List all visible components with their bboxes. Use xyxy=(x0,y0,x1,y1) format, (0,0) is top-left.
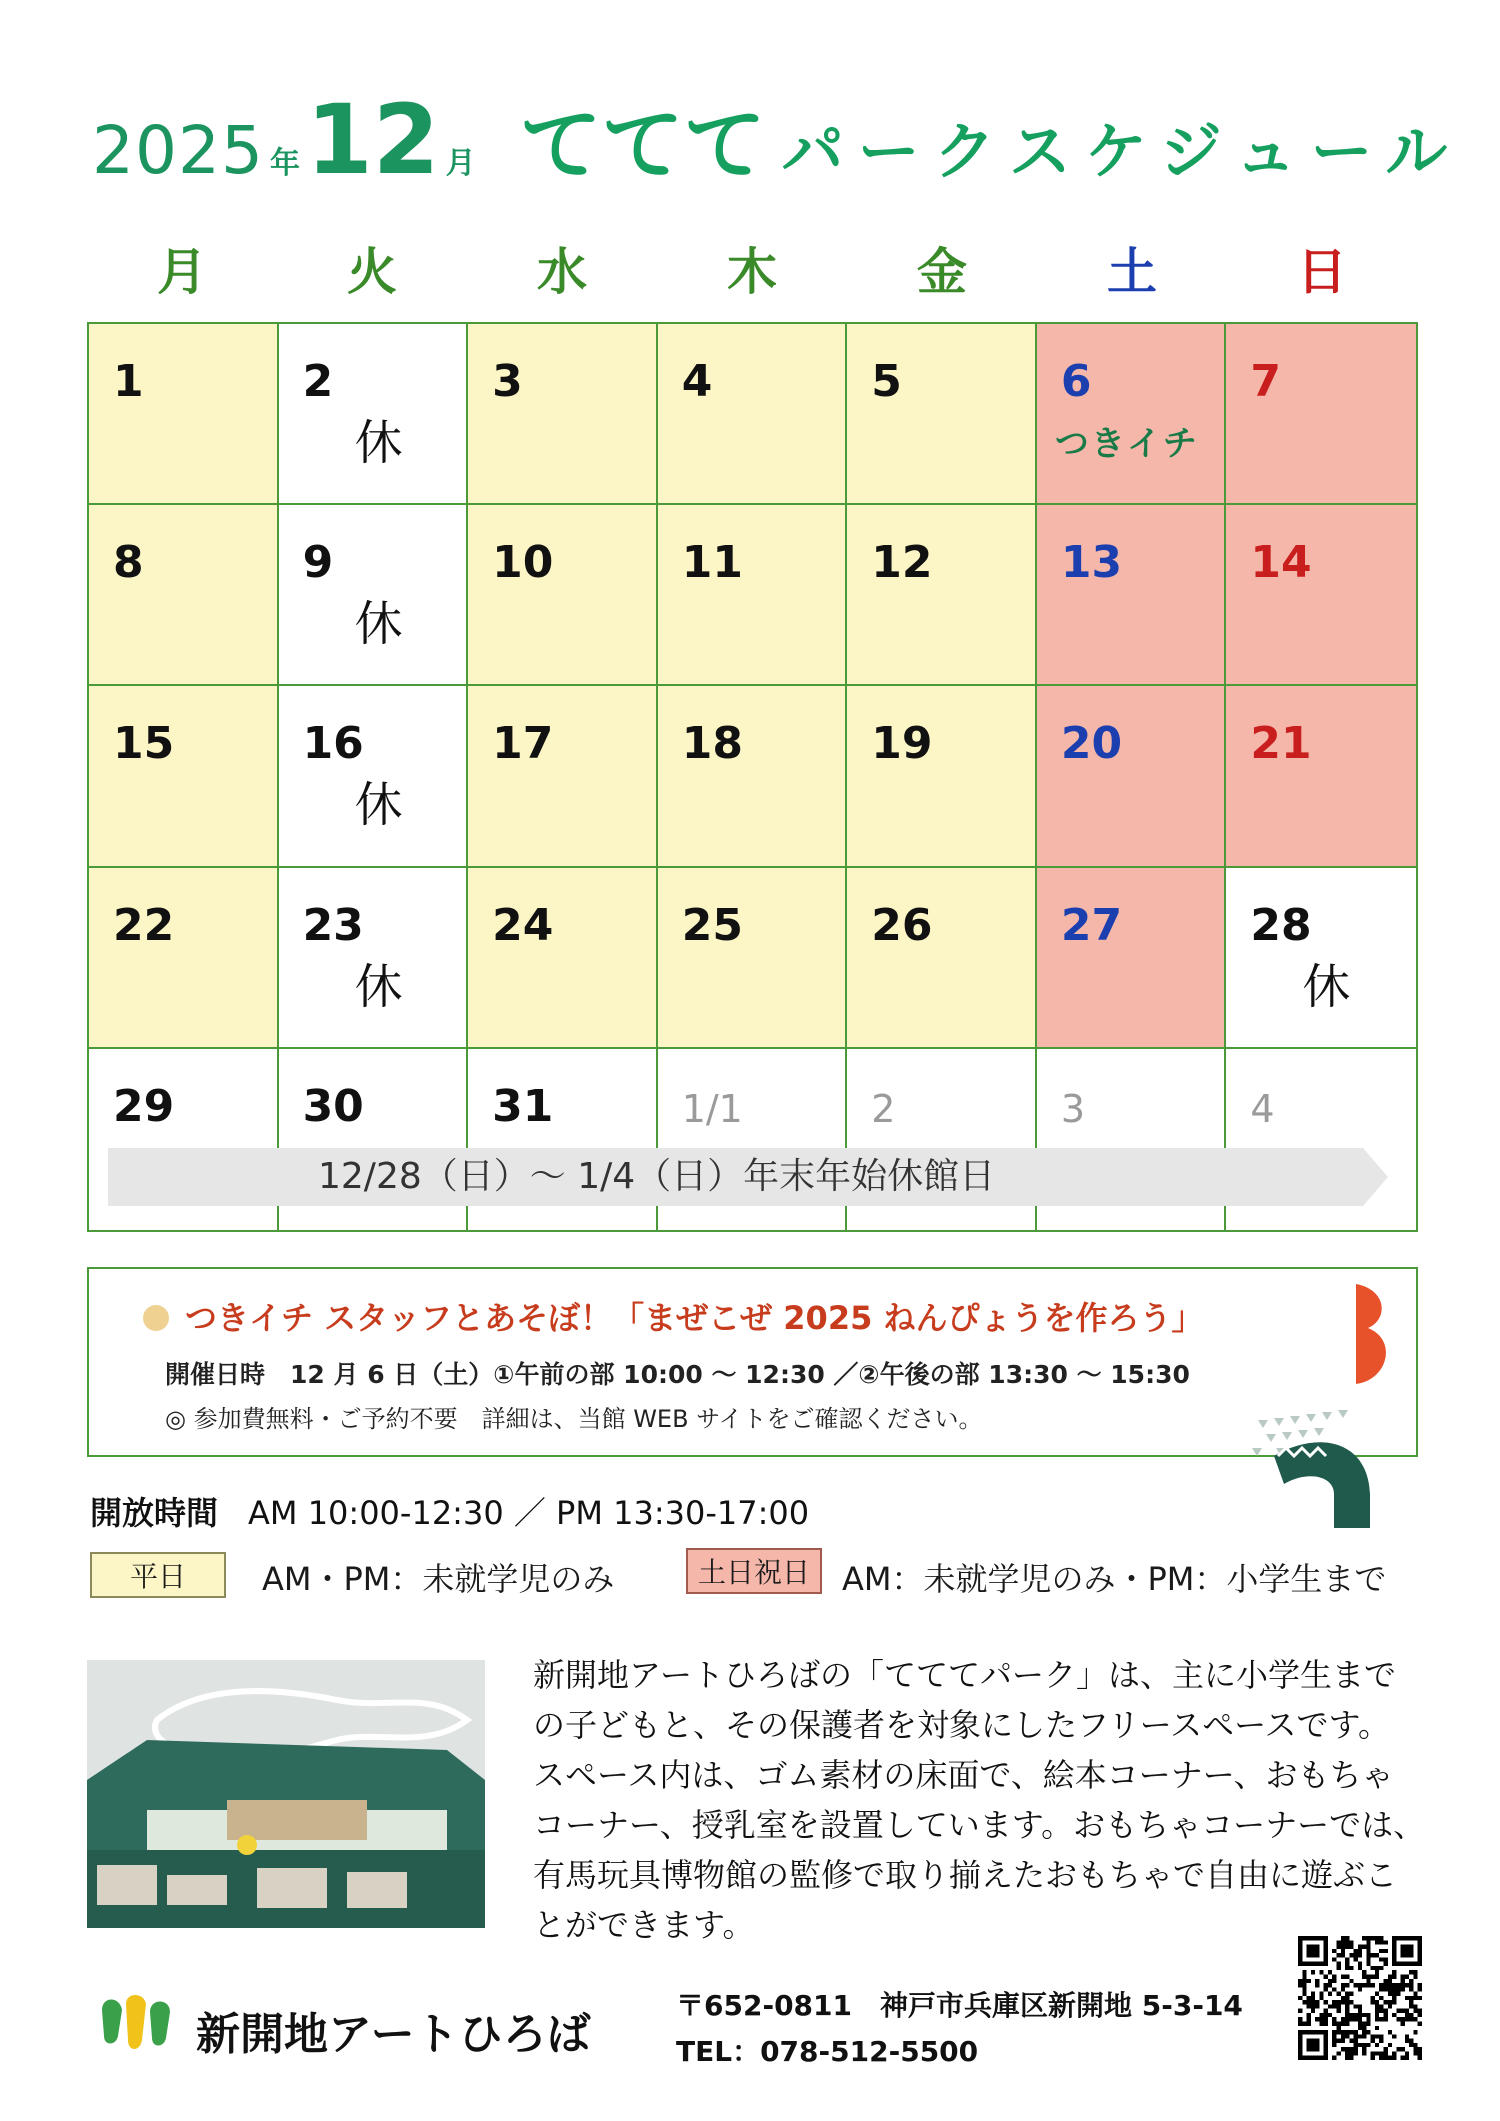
day-number: 13 xyxy=(1060,537,1123,589)
calendar-day-cell xyxy=(1226,505,1416,686)
calendar-day-cell xyxy=(847,324,1037,505)
calendar-day-cell xyxy=(1037,686,1227,867)
day-number: 28 xyxy=(1250,899,1312,951)
org-logo-icon xyxy=(96,1990,176,2056)
day-number: 1/1 xyxy=(681,1086,743,1131)
description-line: スペース内は、ゴム素材の床面で、絵本コーナー、おもちゃ xyxy=(533,1756,1394,1794)
description-line: の子どもと、その保護者を対象にしたフリースペースです。 xyxy=(533,1706,1390,1744)
closed-mark: 休 xyxy=(354,958,403,1015)
day-number: 8 xyxy=(113,537,144,589)
event-note: ◎ 参加費無料・ご予約不要 詳細は、当館 WEB サイトをご確認ください。 xyxy=(165,1405,983,1433)
weekday-thu: 木 xyxy=(727,243,777,301)
calendar-day-cell xyxy=(1037,505,1227,686)
day-number: 14 xyxy=(1250,537,1312,589)
calendar-day-cell xyxy=(279,868,469,1049)
day-number: 3 xyxy=(492,356,523,407)
event-headline: つきイチ スタッフとあそぼ！「まぜこぜ 2025 ねんぴょうを作ろう」 xyxy=(185,1299,1204,1337)
weekday-mon: 月 xyxy=(157,243,207,301)
legend-weekend: 土日祝日 xyxy=(686,1548,822,1594)
day-number: 1 xyxy=(113,356,144,407)
park-photo xyxy=(87,1660,485,1928)
calendar-day-cell xyxy=(658,686,848,867)
calendar-day-cell xyxy=(658,868,848,1049)
day-number: 3 xyxy=(1060,1086,1086,1131)
description-line: コーナー、授乳室を設置しています。おもちゃコーナーでは、 xyxy=(533,1806,1426,1844)
day-number: 25 xyxy=(681,899,743,951)
day-number: 31 xyxy=(492,1080,554,1132)
holiday-banner-text: 12/28（日）～ 1/4（日）年末年始休館日 xyxy=(318,1156,996,1197)
weekday-tue: 火 xyxy=(347,243,397,301)
event-info-box xyxy=(87,1267,1418,1457)
decorative-shapes-icon xyxy=(1238,1280,1408,1530)
park-description xyxy=(533,1650,1463,1950)
hours-value: AM 10:00-12:30 ／ PM 13:30-17:00 xyxy=(248,1494,810,1532)
weekday-sun: 日 xyxy=(1297,243,1347,301)
calendar-day-cell xyxy=(279,686,469,867)
day-number: 5 xyxy=(871,356,902,407)
legend-weekday: 平日 xyxy=(90,1552,226,1598)
day-number: 4 xyxy=(1250,1086,1275,1131)
weekday-fri: 金 xyxy=(917,243,967,301)
telephone: TEL：078-512-5500 xyxy=(676,2035,979,2068)
day-number: 22 xyxy=(113,899,175,951)
event-label: つきイチ xyxy=(1054,424,1199,464)
day-number: 21 xyxy=(1250,718,1312,770)
day-number: 15 xyxy=(113,718,175,770)
calendar-day-cell xyxy=(279,505,469,686)
title-month-unit: 月 xyxy=(445,146,476,181)
calendar-day-cell xyxy=(847,868,1037,1049)
day-number: 17 xyxy=(492,718,554,770)
day-number: 9 xyxy=(302,537,334,589)
page-title xyxy=(92,80,1462,196)
calendar-day-cell xyxy=(1226,686,1416,867)
day-number: 16 xyxy=(302,718,364,770)
calendar-day-cell xyxy=(847,686,1037,867)
calendar-day-cell xyxy=(468,868,658,1049)
calendar-day-cell xyxy=(1226,324,1416,505)
description-line: 有馬玩具博物館の監修で取り揃えたおもちゃで自由に遊ぶこ xyxy=(533,1856,1398,1894)
calendar-day-cell xyxy=(89,324,279,505)
day-number: 19 xyxy=(871,718,933,770)
description-line: とができます。 xyxy=(533,1906,755,1944)
title-park-name: ててて xyxy=(519,98,766,193)
weekday-sat: 土 xyxy=(1107,243,1157,301)
qr-code-icon[interactable] xyxy=(1298,1936,1422,2060)
day-number: 18 xyxy=(681,718,743,770)
calendar-day-cell xyxy=(468,505,658,686)
day-number: 4 xyxy=(681,356,713,407)
calendar-day-cell xyxy=(658,505,848,686)
day-number: 29 xyxy=(113,1080,175,1132)
closed-mark: 休 xyxy=(354,596,403,653)
title-year-unit: 年 xyxy=(269,146,300,181)
day-number: 2 xyxy=(871,1086,896,1131)
calendar-day-cell xyxy=(1226,868,1416,1049)
calendar-day-cell xyxy=(89,505,279,686)
calendar-day-cell xyxy=(847,505,1037,686)
calendar-day-cell xyxy=(1037,868,1227,1049)
day-number: 6 xyxy=(1060,356,1092,407)
event-datetime: 開催日時 12 月 6 日（土）①午前の部 10:00 ～ 12:30 ／②午後の部 13:30 ～ 15:30 xyxy=(165,1360,1190,1389)
calendar-day-cell xyxy=(468,686,658,867)
weekday-wed: 水 xyxy=(537,243,587,301)
day-number: 30 xyxy=(302,1080,364,1132)
calendar-day-cell xyxy=(89,868,279,1049)
calendar-day-cell xyxy=(89,686,279,867)
closed-mark: 休 xyxy=(354,415,403,471)
bullet-dot-icon xyxy=(143,1305,169,1331)
day-number: 24 xyxy=(492,899,554,951)
description-line: 新開地アートひろばの「てててパーク」は、主に小学生まで xyxy=(533,1656,1397,1694)
calendar-day-cell xyxy=(1037,324,1227,505)
day-number: 7 xyxy=(1250,356,1282,407)
address: 〒652-0811 神戸市兵庫区新開地 5-3-14 xyxy=(676,1989,1243,2022)
title-schedule: パークスケジュール xyxy=(781,115,1462,188)
day-number: 26 xyxy=(871,899,933,951)
weekend-description: AM：未就学児のみ・PM：小学生まで xyxy=(842,1560,1387,1598)
day-number: 20 xyxy=(1060,718,1123,770)
holiday-banner xyxy=(108,1148,1388,1206)
title-year: 2025 xyxy=(92,112,264,189)
day-number: 2 xyxy=(302,356,334,407)
calendar-day-cell xyxy=(658,324,848,505)
day-number: 10 xyxy=(492,537,554,589)
day-number: 23 xyxy=(302,899,364,951)
closed-mark: 休 xyxy=(354,777,403,834)
day-number: 11 xyxy=(681,537,743,589)
calendar-grid xyxy=(87,322,1418,1232)
calendar-day-cell xyxy=(279,324,469,505)
closed-mark: 休 xyxy=(1302,958,1351,1015)
hours-label: 開放時間 xyxy=(90,1494,219,1532)
day-number: 12 xyxy=(871,537,933,589)
weekday-description: AM・PM：未就学児のみ xyxy=(262,1560,615,1598)
calendar-day-cell xyxy=(468,324,658,505)
org-name: 新開地アートひろば xyxy=(196,2009,591,2060)
weekday-header xyxy=(87,232,1417,302)
opening-hours xyxy=(90,1488,809,1534)
day-number: 27 xyxy=(1060,899,1123,951)
title-month: 12 xyxy=(305,84,440,196)
